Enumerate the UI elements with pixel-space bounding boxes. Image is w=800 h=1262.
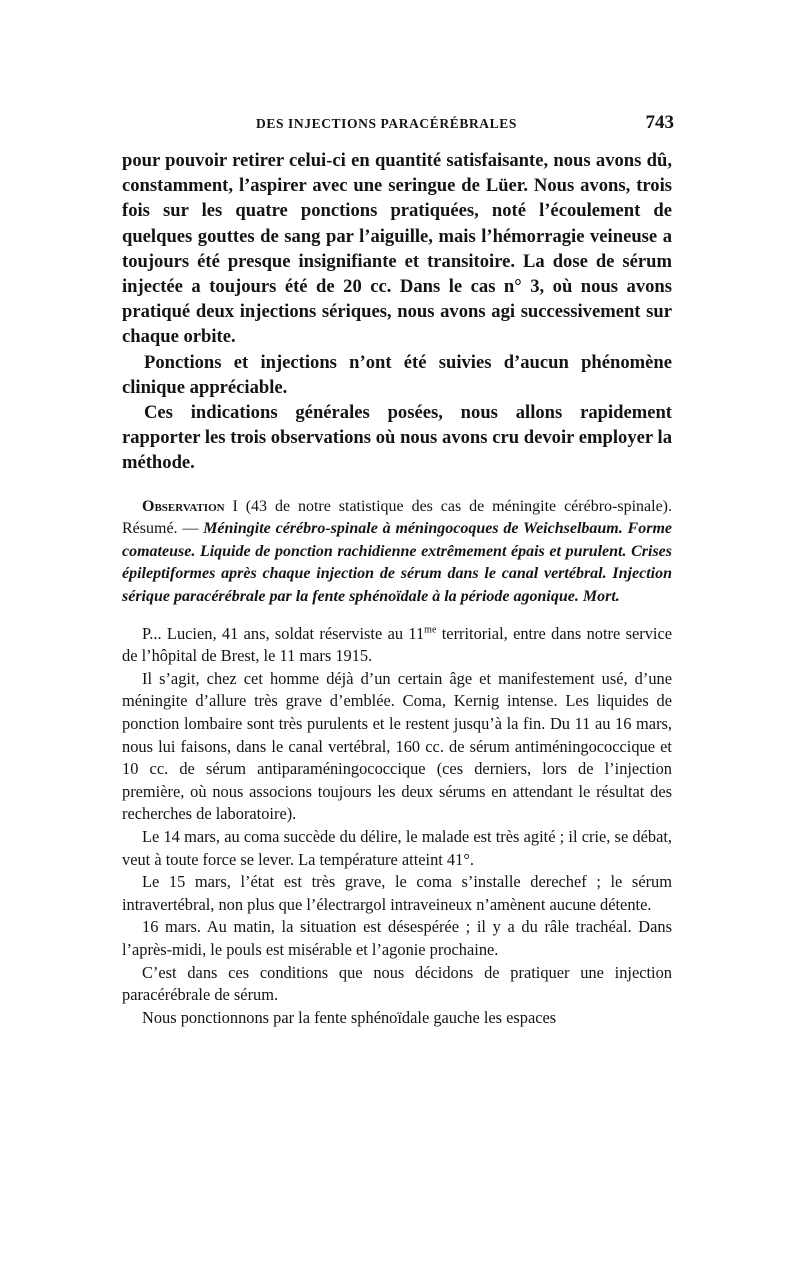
book-page xyxy=(122,112,672,1029)
case-intro-end: territorial, entre dans notre service de l’hôpital de Brest, le 11 mars 1915. xyxy=(122,623,672,666)
ordinal-superscript: me xyxy=(424,624,437,636)
intro-paragraph: Ponctions et injections n’ont été suivies d’aucun phénomène clinique appréciable. xyxy=(122,351,672,398)
case-paragraph: Il s’agit, chez cet homme déjà d’un certain âge et manifestement usé, d’une méningite d’allure très grave d’emblée. Coma, Kernig intense. Les liquides de ponction lombaire sont très purulents et le restent jusqu’à la fin. Du 11 au 16 mars, nous lui faisons, dans le canal vertébral, 160 cc. de sérum antiméningococcique et 10 cc. de sérum antiparaméningococcique (ces derniers, lors de l’injection première, où nous associons toujours les deux sérums en attendant le résultat des recherches de laboratoire). xyxy=(122,668,672,824)
observation-summary xyxy=(122,496,672,609)
page-number: 743 xyxy=(645,112,674,133)
observation-heading xyxy=(122,496,672,609)
intro-paragraph: Ces indications générales posées, nous allons rapidement rapporter les trois observations où nous avons cru devoir employer la méthode. xyxy=(122,402,672,474)
case-report xyxy=(122,623,672,1030)
case-paragraph: Nous ponctionnons par la fente sphénoïdale gauche les espaces xyxy=(142,1007,557,1027)
case-paragraph: C’est dans ces conditions que nous décidons de pratiquer une injection paracérébrale de sérum. xyxy=(122,962,672,1005)
intro-section xyxy=(122,148,672,476)
observation-summary-italic: Méningite cérébro-spinale à méningocoques de Weichselbaum. Forme comateuse. Liquide de ponction rachidienne extrêmement épais et purulent. Crises épileptiformes après chaque injection de sérum dans le canal vertébral. Injection sérique paracérébrale par la fente sphénoïdale à la période agonique. Mort. xyxy=(122,520,673,606)
observation-number: I (43 de notre statistique des cas de méningite cérébro-spinale). Résumé. — xyxy=(122,497,672,538)
case-paragraph: 16 mars. Au matin, la situation est désespérée ; il y a du râle trachéal. Dans l’après-midi, le pouls est misérable et l’agonie prochaine. xyxy=(122,917,672,959)
case-intro-start: P... Lucien, 41 ans, soldat réserviste au 11 xyxy=(142,623,425,643)
page-header xyxy=(122,112,672,140)
case-paragraph: Le 14 mars, au coma succède du délire, le malade est très agité ; il crie, se débat, veut à toute force se lever. La température atteint 41°. xyxy=(122,826,672,869)
running-title: DES INJECTIONS PARACÉRÉBRALES xyxy=(256,116,517,131)
case-paragraph xyxy=(122,623,672,668)
intro-paragraph: pour pouvoir retirer celui-ci en quantité satisfaisante, nous avons dû, constamment, l’aspirer avec une seringue de Lüer. Nous avons, trois fois sur les quatre ponctions pratiquées, noté l’écoulement de quelques gouttes de sang par l’aiguille, mais l’hémorragie veineuse a toujours été presque insignifiante et transitoire. La dose de sérum injectée a toujours été de 20 cc. Dans le cas n° 3, où nous avons pratiqué deux injections sériques, nous avons agi successivement sur chaque orbite. xyxy=(122,150,672,348)
observation-label: Observation xyxy=(142,497,225,515)
case-paragraph: Le 15 mars, l’état est très grave, le coma s’installe derechef ; le sérum intravertébral, non plus que l’électrargol intraveineux n’amènent aucune détente. xyxy=(122,872,672,914)
